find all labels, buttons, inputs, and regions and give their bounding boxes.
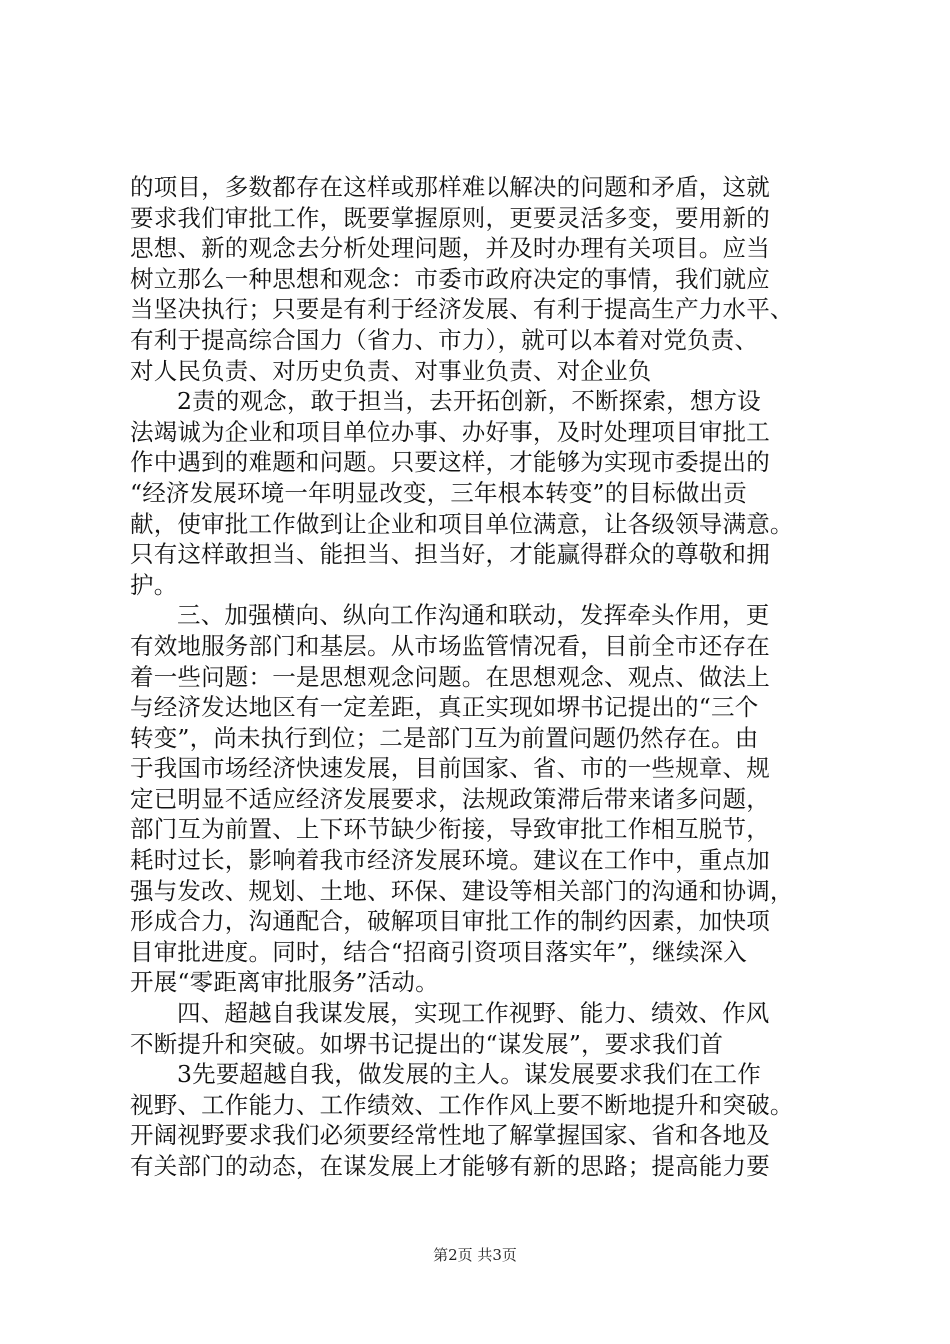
text-line: 2责的观念，敢于担当，去开拓创新，不断探索，想方设 xyxy=(177,387,761,416)
text-line: 视野、工作能力、工作绩效、工作作风上要不断地提升和突破。 xyxy=(130,1090,794,1119)
text-line: 思想、新的观念去分析处理问题，并及时办理有关项目。应当 xyxy=(130,234,770,263)
text-line: 耗时过长，影响着我市经济发展环境。建议在工作中，重点加 xyxy=(130,846,770,875)
document-body xyxy=(130,172,830,1182)
text-line: 对人民负责、对历史负责、对事业负责、对企业负 xyxy=(130,356,652,385)
text-line: 护。 xyxy=(130,570,178,599)
text-line: 不断提升和突破。如堺书记提出的“谋发展”，要求我们首 xyxy=(130,1029,724,1058)
text-line: 只有这样敢担当、能担当、担当好，才能赢得群众的尊敬和拥 xyxy=(130,540,770,569)
text-line: 当坚决执行；只要是有利于经济发展、有利于提高生产力水平、 xyxy=(130,295,794,324)
text-line: 要求我们审批工作，既要掌握原则，更要灵活多变，要用新的 xyxy=(130,203,770,232)
text-line: 有利于提高综合国力（省力、市力），就可以本着对党负责、 xyxy=(130,325,759,354)
text-line: 有关部门的动态，在谋发展上才能够有新的思路；提高能力要 xyxy=(130,1152,770,1180)
text-line: 强与发改、规划、土地、环保、建设等相关部门的沟通和协调， xyxy=(130,876,794,905)
text-line: 定已明显不适应经济发展要求，法规政策滞后带来诸多问题， xyxy=(130,784,770,813)
text-line: “经济发展环境一年明显改变，三年根本转变”的目标做出贡 xyxy=(130,478,747,507)
text-line: 的项目，多数都存在这样或那样难以解决的问题和矛盾，这就 xyxy=(130,173,770,201)
text-line: 转变”，尚未执行到位；二是部门互为前置问题仍然存在。由 xyxy=(130,723,759,752)
text-line: 着一些问题：一是思想观念问题。在思想观念、观点、做法上 xyxy=(130,662,770,691)
text-line: 3先要超越自我，做发展的主人。谋发展要求我们在工作 xyxy=(177,1060,761,1089)
text-line: 四、超越自我谋发展，实现工作视野、能力、绩效、作风 xyxy=(177,999,770,1028)
text-line: 目审批进度。同时，结合“招商引资项目落实年”，继续深入 xyxy=(130,937,747,966)
text-line: 树立那么一种思想和观念：市委市政府决定的事情，我们就应 xyxy=(130,264,770,293)
text-line: 与经济发达地区有一定差距，真正实现如堺书记提出的“三个 xyxy=(130,693,759,722)
text-line: 作中遇到的难题和问题。只要这样，才能够为实现市委提出的 xyxy=(130,448,770,477)
page-number-label: 第2页 共3页 xyxy=(433,1246,517,1264)
text-line: 法竭诚为企业和项目单位办事、办好事，及时处理项目审批工 xyxy=(130,417,770,446)
text-line: 开展“零距离审批服务”活动。 xyxy=(130,968,439,997)
page-footer xyxy=(0,1244,950,1265)
text-line: 部门互为前置、上下环节缺少衔接，导致审批工作相互脱节， xyxy=(130,815,770,844)
text-line: 开阔视野要求我们必须要经常性地了解掌握国家、省和各地及 xyxy=(130,1121,770,1150)
text-line: 形成合力，沟通配合，破解项目审批工作的制约因素，加快项 xyxy=(130,907,770,936)
text-line: 于我国市场经济快速发展，目前国家、省、市的一些规章、规 xyxy=(130,754,770,783)
text-line: 有效地服务部门和基层。从市场监管情况看，目前全市还存在 xyxy=(130,631,770,660)
text-line: 三、加强横向、纵向工作沟通和联动，发挥牵头作用，更 xyxy=(177,601,770,630)
text-line: 献，使审批工作做到让企业和项目单位满意，让各级领导满意。 xyxy=(130,509,794,538)
